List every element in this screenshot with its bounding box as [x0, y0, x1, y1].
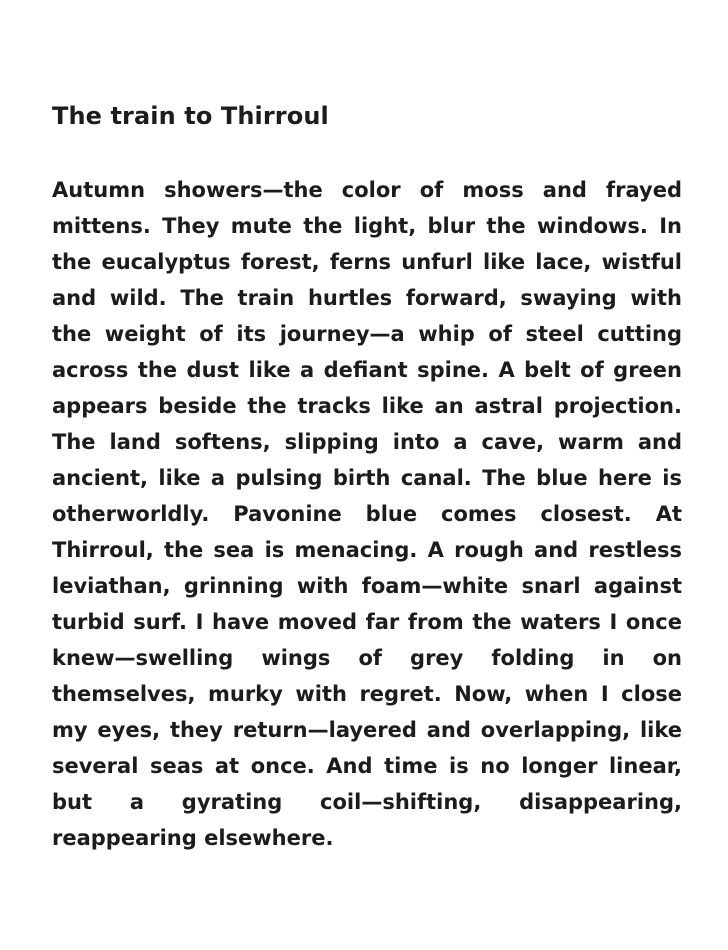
document-body-paragraph: Autumn showers—the color of moss and frayed mittens. They mute the light, blur the windows. In the eucalyptus forest, ferns unfurl like lace, wistful and wild. The train hurtles forward, swaying with the weight of its journey—a whip of steel cutting across the dust like a defiant spine. A belt of green appears beside the tracks like an astral projection. The land softens, slipping into a cave, warm and ancient, like a pulsing birth canal. The blue here is otherworldly. Pavonine blue comes closest. At Thirroul, the sea is menacing. A rough and restless leviathan, grinning with foam—white snarl against turbid surf. I have moved far from the waters I once knew—swelling wings of grey folding in on themselves, murky with regret. Now, when I close my eyes, they return—layered and overlapping, like several seas at once. And time is no longer linear, but a gyrating coil—shifting, disappearing, reappearing elsewhere.: [52, 178, 682, 850]
document-title: The train to Thirroul: [52, 102, 329, 130]
